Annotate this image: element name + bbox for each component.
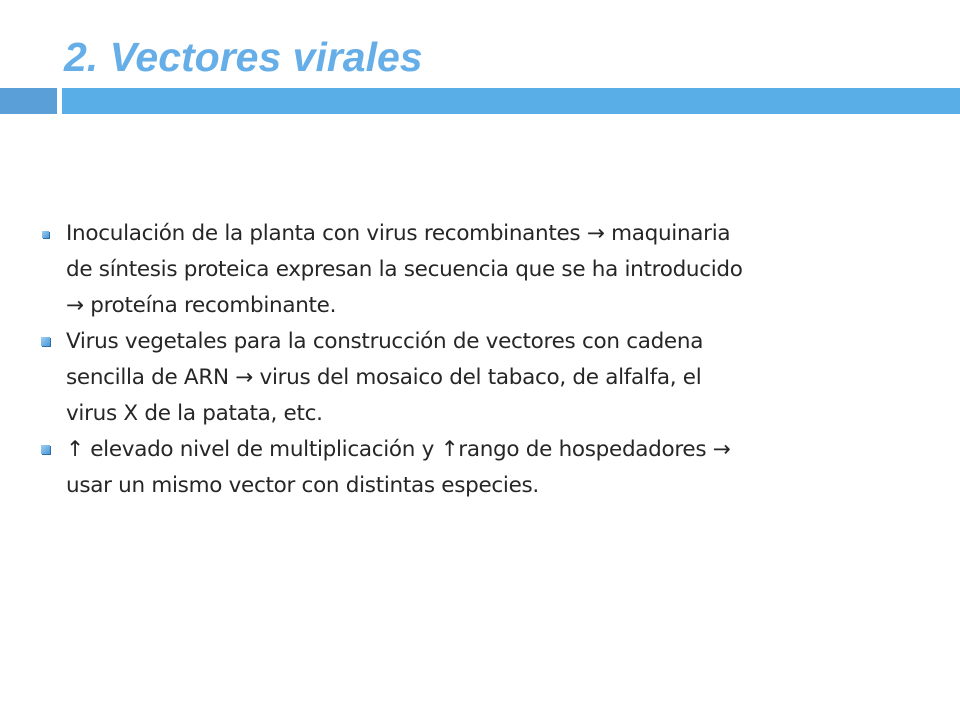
- square-bullet-icon: [42, 231, 49, 238]
- bullet-item: [38, 324, 918, 432]
- square-bullet-icon: [41, 445, 50, 454]
- bullet-line: virus X de la patata, etc.: [66, 401, 323, 426]
- bullet-item: [38, 432, 918, 504]
- title-accent-bar-right: [62, 88, 960, 114]
- bullet-line: usar un mismo vector con distintas especies.: [66, 473, 539, 498]
- bullet-line: Virus vegetales para la construcción de vectores con cadena: [66, 329, 704, 354]
- bullet-line: Inoculación de la planta con virus recombinantes → maquinaria: [66, 221, 731, 246]
- bullet-line: → proteína recombinante.: [66, 293, 337, 318]
- bullet-line: de síntesis proteica expresan la secuencia que se ha introducido: [66, 257, 743, 282]
- bullet-item: [38, 216, 918, 324]
- slide-title: 2. Vectores virales: [64, 34, 423, 80]
- bullet-line: sencilla de ARN → virus del mosaico del tabaco, de alfalfa, el: [66, 365, 702, 390]
- square-bullet-icon: [41, 337, 50, 346]
- bullet-list: [38, 216, 918, 504]
- bullet-line: ↑ elevado nivel de multiplicación y ↑rango de hospedadores →: [66, 437, 731, 462]
- title-accent-bar-left: [0, 88, 57, 114]
